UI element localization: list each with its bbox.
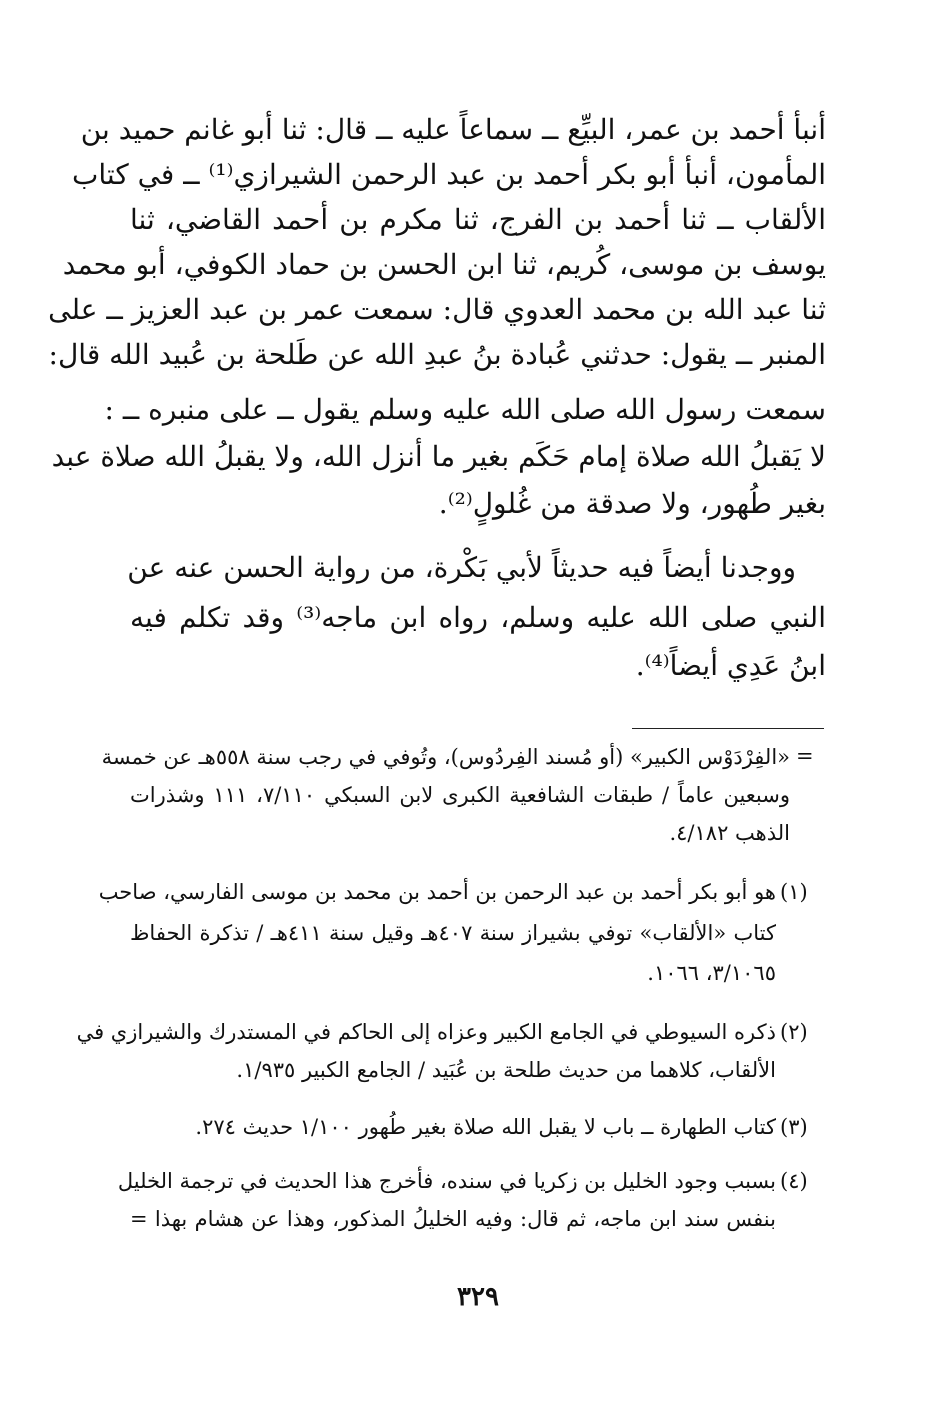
footnote-line: بسبب وجود الخليل بن زكريا في سنده، فأخرج هذا الحديث في ترجمة الخليل: [117, 1169, 776, 1193]
footnote-number: (١): [780, 880, 808, 904]
continuation-marker: =: [796, 744, 814, 768]
footnote-line: الذهب ٤/١٨٢.: [669, 821, 790, 845]
footnote-line: هو أبو بكر أحمد بن عبد الرحمن بن أحمد بن محمد بن موسى الفارسي، صاحب: [98, 880, 776, 904]
text-line: يوسف بن موسى، كُريم، ثنا ابن الحسن بن حماد الكوفي، أبو محمد: [62, 248, 826, 281]
page-number: ٣٢٩: [457, 1282, 499, 1312]
footnote-number: (٢): [780, 1020, 808, 1044]
text-line: ابنُ عَدِي أيضاً⁽⁴⁾.: [635, 649, 826, 682]
footnote-line: «الفِرْدَوْس الكبير» (أو مُسند الفِردُوس)، وتُوفي في رجب سنة ٥٥٨هـ عن خمسة: [101, 745, 790, 769]
footnote-line: كتاب الطهارة ــ باب لا يقبل الله صلاة بغير طُهور ١/١٠٠ حديث ٢٧٤.: [195, 1115, 776, 1139]
text-line: بغير طُهور، ولا صدقة من غُلولٍ⁽²⁾.: [438, 487, 826, 520]
footnote-line: الألقاب، كلاهما من حديث طلحة بن عُبَيد / الجامع الكبير ١/٩٣٥.: [236, 1058, 776, 1082]
footnote-line: كتاب «الألقاب» توفي بشيراز سنة ٤٠٧هـ وقيل سنة ٤١١هـ / تذكرة الحفاظ: [130, 921, 776, 945]
footnote-line: بنفس سند ابن ماجه، ثم قال: وفيه الخليلُ المذكور، وهذا عن هشام بهذا =: [130, 1207, 776, 1231]
text-line: النبي صلى الله عليه وسلم، رواه ابن ماجه⁽³⁾ وقد تكلم فيه: [130, 601, 826, 634]
footnote-number: (٤): [780, 1169, 808, 1193]
text-line: المنبر ــ يقول: حدثني عُبادة بنُ عبدِ الله عن طَلحة بن عُبيد الله قال:: [48, 338, 826, 371]
text-line: الألقاب ــ ثنا أحمد بن الفرج، ثنا مكرم بن أحمد القاضي، ثنا: [130, 203, 826, 236]
text-line: المأمون، أنبأ أبو بكر أحمد بن عبد الرحمن الشيرازي⁽¹⁾ ــ في كتاب: [72, 158, 826, 191]
text-line: سمعت رسول الله صلى الله عليه وسلم يقول ــ على منبره ــ :: [104, 393, 826, 426]
text-line: لا يَقبلُ الله صلاة إمام حَكَم بغير ما أنزل الله، ولا يقبلُ الله صلاة عبد: [51, 440, 826, 473]
footnote-separator: [632, 728, 824, 729]
book-page: [48, 0, 826, 1404]
footnote-line: وسبعين عاماً / طبقات الشافعية الكبرى لابن السبكي ٧/١١٠، ١١١ وشذرات: [130, 783, 790, 807]
footnote-line: ذكره السيوطي في الجامع الكبير وعزاه إلى الحاكم في المستدرك والشيرازي في: [76, 1020, 776, 1044]
footnote-number: (٣): [780, 1115, 808, 1139]
text-line: ثنا عبد الله بن محمد العدوي قال: سمعت عمر بن عبد العزيز ــ على: [48, 293, 826, 326]
footnote-line: ٣/١٠٦٥، ١٠٦٦.: [647, 961, 776, 985]
text-line: ووجدنا أيضاً فيه حديثاً لأبي بَكْرة، من رواية الحسن عنه عن: [127, 551, 796, 584]
text-line: أنبأ أحمد بن عمر، البيِّع ــ سماعاً عليه ــ قال: ثنا أبو غانم حميد بن: [80, 113, 826, 146]
